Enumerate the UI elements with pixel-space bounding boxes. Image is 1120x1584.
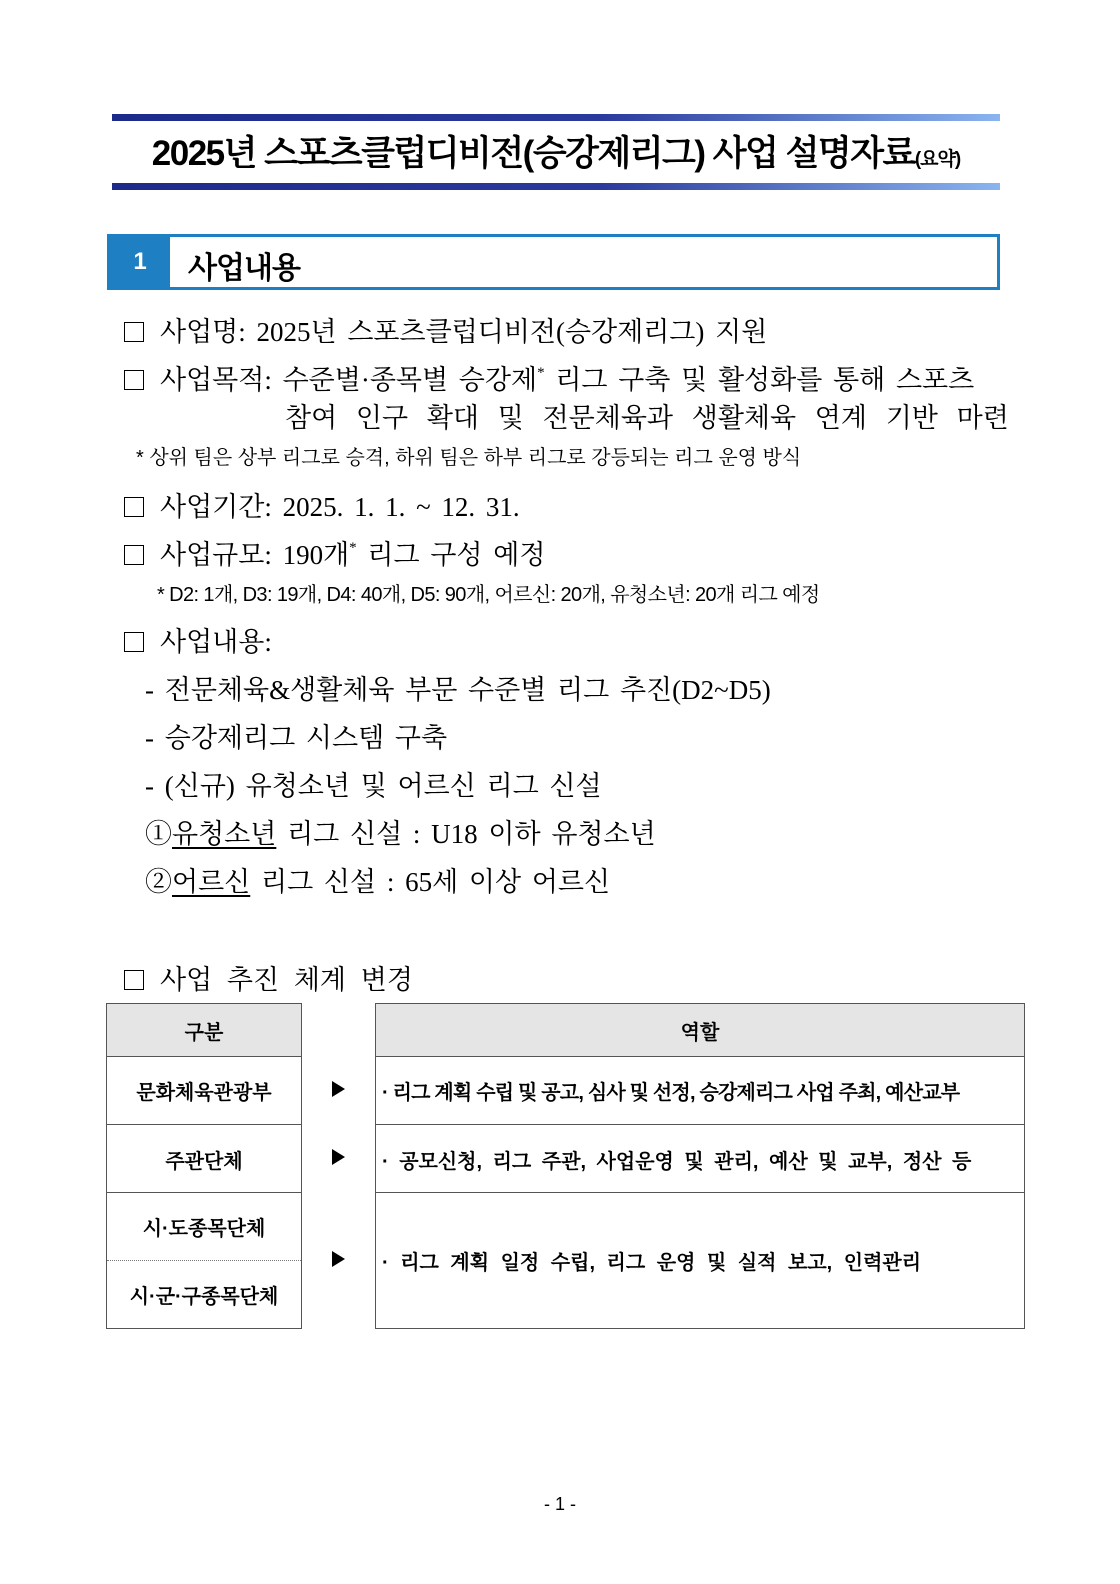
- item-structure: [124, 958, 413, 997]
- item-structure-text: 사업 추진 체계 변경: [160, 965, 413, 995]
- checkbox-icon: [124, 370, 144, 390]
- table-role-column: [375, 1003, 1025, 1329]
- sub-2-key: 어르신: [172, 867, 251, 897]
- item-name: [124, 310, 767, 349]
- page-number: - 1 -: [543, 1494, 576, 1514]
- sub-1-rest: 리그 신설 : U18 이하 유청소년: [276, 819, 656, 849]
- arrow-right-icon: [332, 1149, 345, 1165]
- page-title: [112, 126, 1000, 176]
- checkbox-icon: [124, 632, 144, 652]
- item-period-text: 사업기간: 2025. 1. 1. ~ 12. 31.: [160, 492, 520, 522]
- purpose-footnote: * 상위 팀은 상부 리그로 승격, 하위 팀은 하부 리그로 강등되는 리그 운영 방식: [136, 447, 802, 469]
- title-bar-top: [112, 114, 1000, 121]
- table-role-cell: · 리그 계획 수립 및 공고, 심사 및 선정, 승강제리그 사업 주최, 예산교부: [382, 1082, 960, 1104]
- item-period: [124, 485, 520, 524]
- checkbox-icon: [124, 322, 144, 342]
- item-content: [124, 620, 272, 659]
- checkbox-icon: [124, 497, 144, 517]
- section-title: 사업내용: [188, 252, 300, 285]
- item-scale-text-a: 사업규모: 190개: [160, 540, 350, 570]
- checkbox-icon: [124, 545, 144, 565]
- item-scale-text-b: 리그 구성 예정: [356, 540, 546, 570]
- title-banner: [112, 114, 1000, 190]
- content-sub-1: [145, 812, 656, 851]
- sub-2-rest: 리그 신설 : 65세 이상 어르신: [250, 867, 611, 897]
- content-sub-2: [145, 860, 610, 899]
- scale-footnote: * D2: 1개, D3: 19개, D4: 40개, D5: 90개, 어르신: 20개, 유청소년: 20개 리그 예정: [157, 584, 820, 606]
- section-header: [107, 234, 1000, 290]
- page-title-suffix: (요약): [914, 149, 961, 170]
- item-content-label: 사업내용:: [160, 627, 272, 657]
- item-purpose-line2: 참여 인구 확대 및 전문체육과 생활체육 연계 기반 마련: [285, 403, 1009, 433]
- table-org-cell: 문화체육관광부: [136, 1082, 272, 1104]
- sub-1-key: 유청소년: [172, 819, 277, 849]
- item-purpose-text-a: 사업목적: 수준별·종목별 승강제: [160, 365, 538, 395]
- table-header-org: 구분: [184, 1021, 224, 1044]
- item-name-text: 사업명: 2025년 스포츠클럽디비전(승강제리그) 지원: [160, 317, 768, 347]
- arrow-right-icon: [332, 1251, 345, 1267]
- item-purpose: [124, 358, 974, 397]
- table-org-cell: 시·도종목단체: [142, 1218, 266, 1240]
- content-line-2: - 승강제리그 시스템 구축: [145, 723, 448, 753]
- checkbox-icon: [124, 970, 144, 990]
- page-title-main: 2025년 스포츠클럽디비전(승강제리그) 사업 설명자료: [151, 134, 915, 173]
- arrow-right-icon: [332, 1081, 345, 1097]
- content-line-3: - (신규) 유청소년 및 어르신 리그 신설: [145, 771, 602, 801]
- footnote-mark: *: [537, 365, 545, 381]
- table-org-cell: 시·군·구종목단체: [129, 1285, 279, 1308]
- sub-1-number: ①: [145, 819, 172, 849]
- table-org-column: [106, 1003, 302, 1329]
- content-line-1: - 전문체육&생활체육 부문 수준별 리그 추진(D2~D5): [145, 675, 771, 705]
- table-header-role: 역할: [680, 1021, 720, 1044]
- table-org-cell: 주관단체: [165, 1150, 243, 1173]
- table-role-cell: · 공모신청, 리그 주관, 사업운영 및 관리, 예산 및 교부, 정산 등: [382, 1150, 972, 1173]
- table-role-cell: · 리그 계획 일정 수립, 리그 운영 및 실적 보고, 인력관리: [382, 1251, 922, 1274]
- item-scale: [124, 533, 545, 572]
- item-purpose-text-b: 리그 구축 및 활성화를 통해 스포츠: [544, 365, 975, 395]
- section-number: 1: [110, 237, 170, 287]
- sub-2-number: ②: [145, 867, 172, 897]
- footnote-mark: *: [349, 540, 357, 556]
- title-bar-bottom: [112, 183, 1000, 190]
